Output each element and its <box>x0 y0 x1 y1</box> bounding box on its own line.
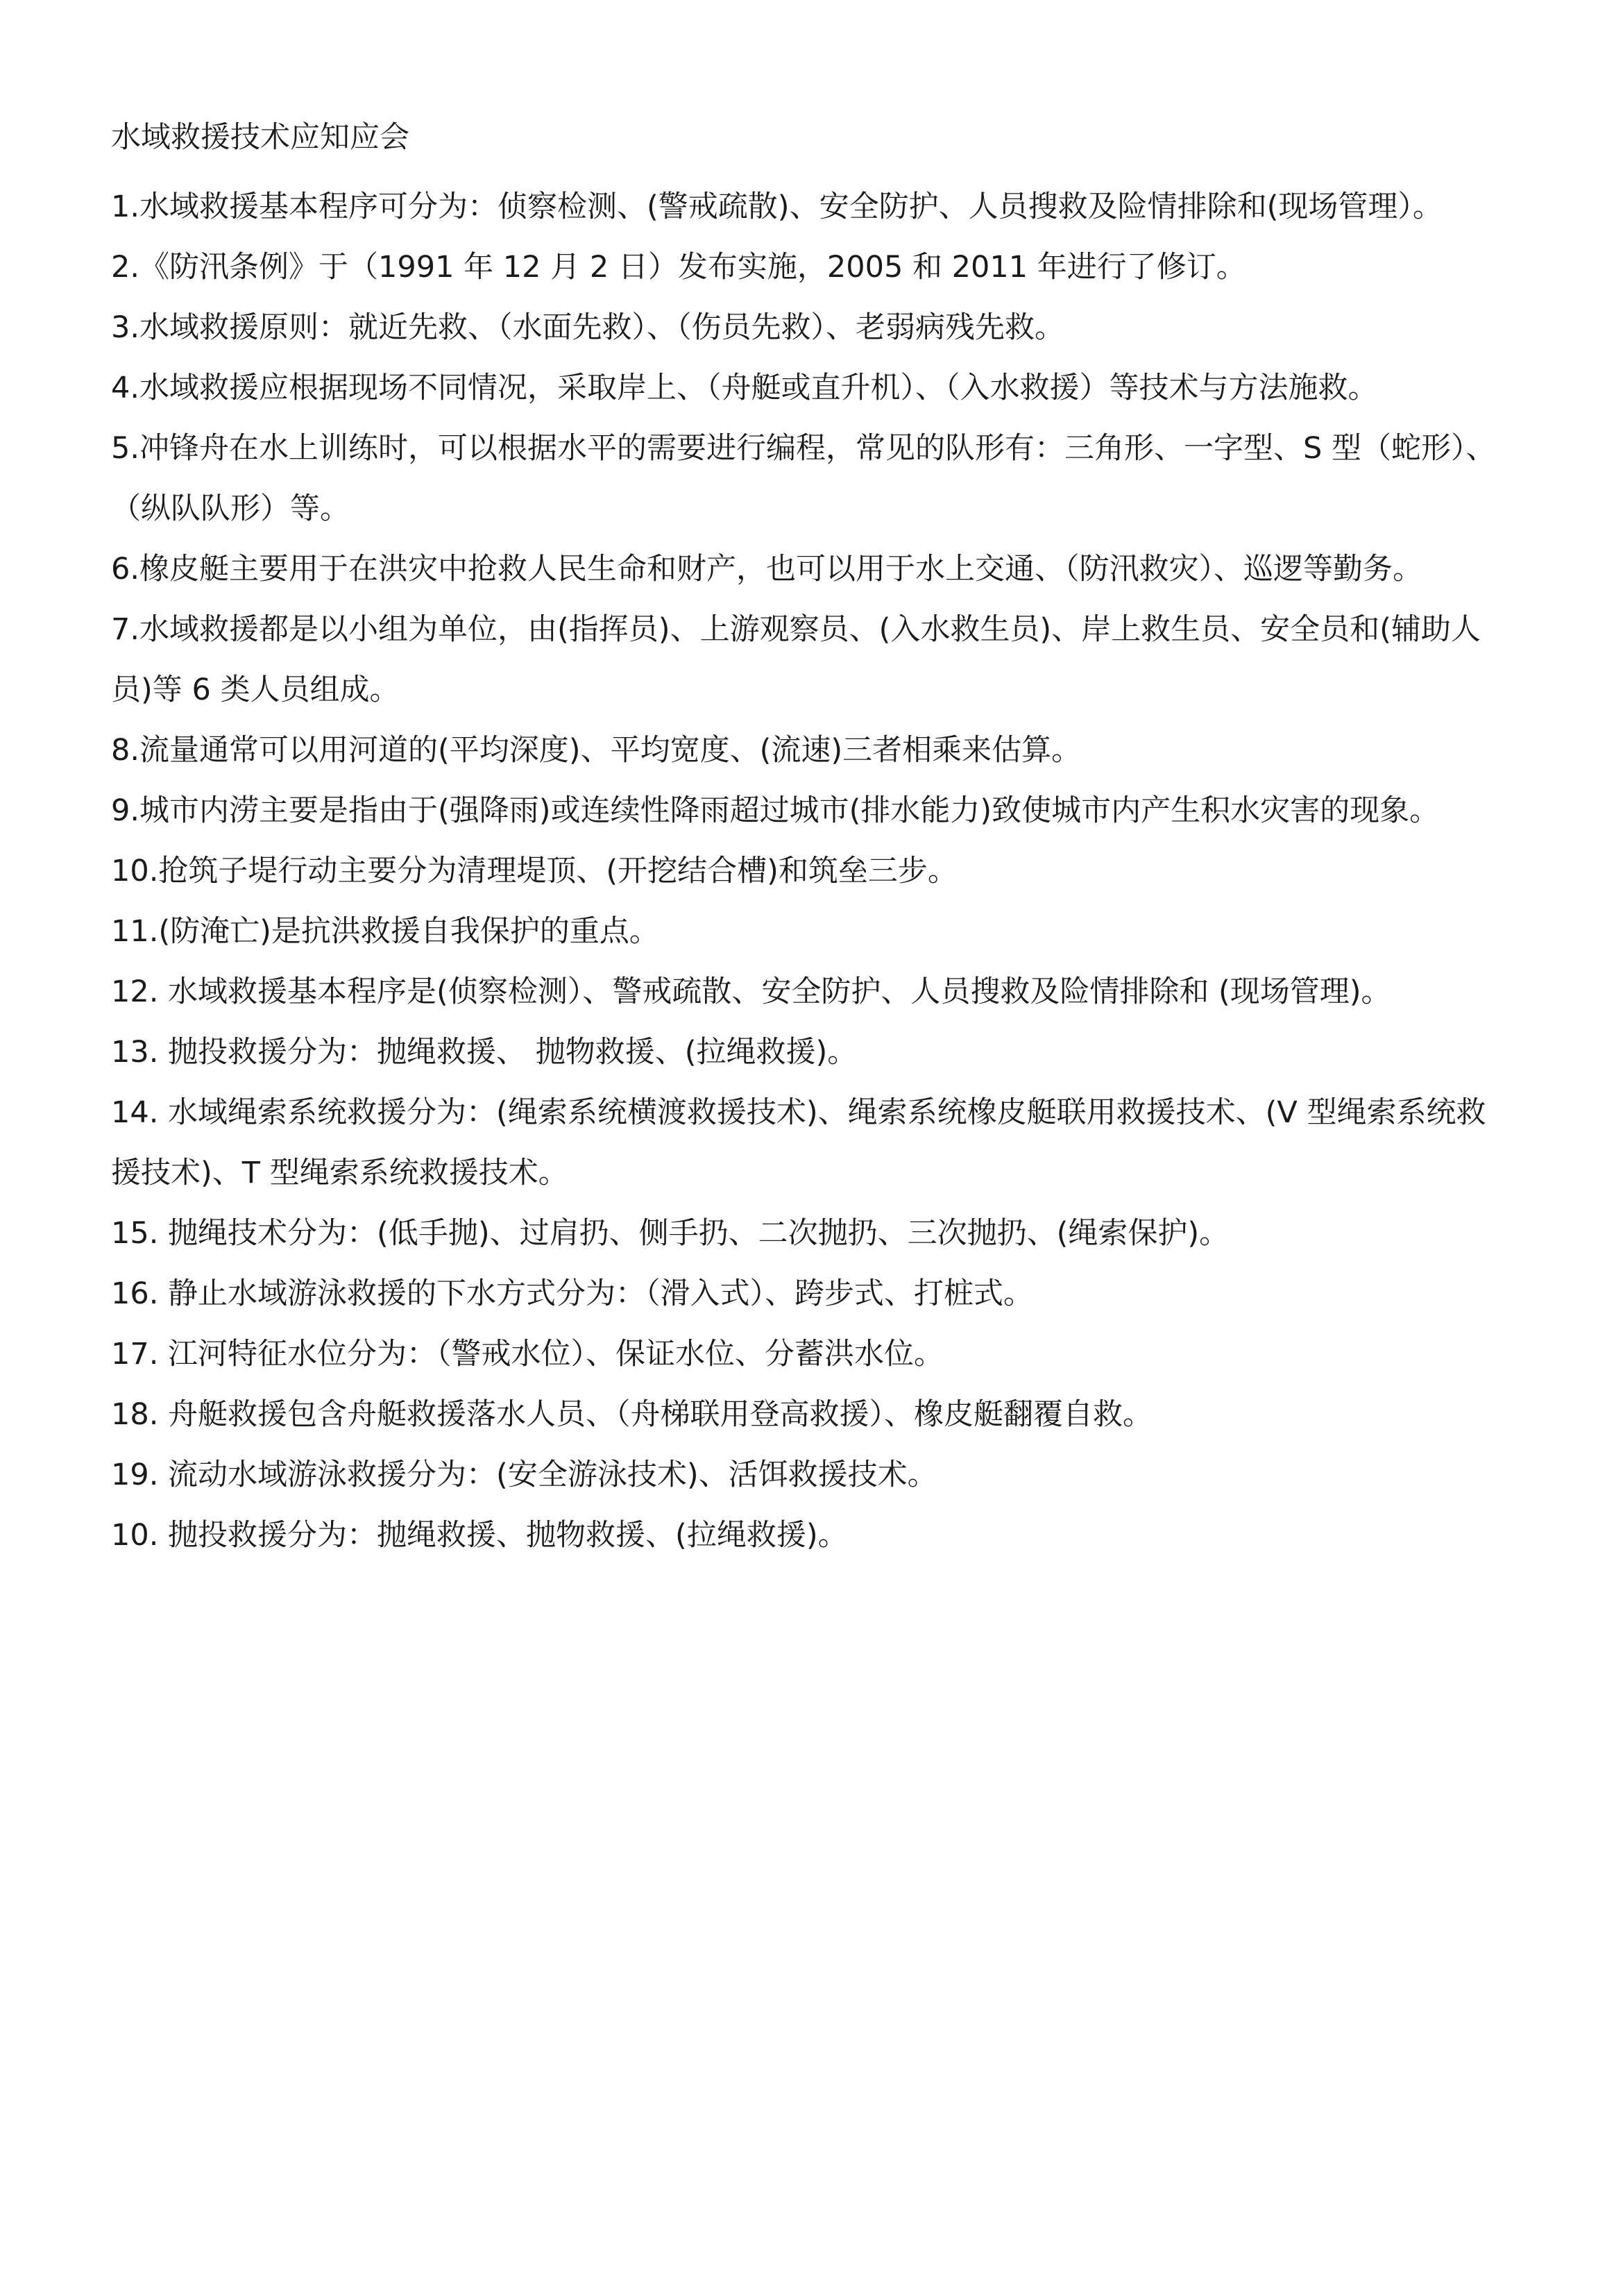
list-item: 6.橡皮艇主要用于在洪灾中抢救人民生命和财产，也可以用于水上交通、（防汛救灾）、巡逻等勤务。 <box>111 552 1423 586</box>
list-item: 13. 抛投救援分为：抛绳救援、 抛物救援、(拉绳救援)。 <box>111 1035 858 1070</box>
list-item: 1.水域救援基本程序可分为：侦察检测、(警戒疏散)、安全防护、人员搜救及险情排除和(现场管理）。 <box>111 189 1443 224</box>
list-item: 10.抢筑子堤行动主要分为清理堤顶、(开挖结合槽)和筑垒三步。 <box>111 854 958 888</box>
list-item: 10. 抛投救援分为：抛绳救援、抛物救援、(拉绳救援)。 <box>111 1518 848 1553</box>
document-title: 水域救援技术应知应会 <box>111 120 409 155</box>
list-item: 15. 抛绳技术分为：(低手抛)、过肩扔、侧手扔、二次抛扔、三次抛扔、(绳索保护)。 <box>111 1216 1230 1251</box>
list-item: 17. 江河特征水位分为：（警戒水位）、保证水位、分蓄洪水位。 <box>111 1337 944 1371</box>
list-item: 5.冲锋舟在水上训练时，可以根据水平的需要进行编程，常见的队形有：三角形、一字型、S 型（蛇形）、（纵队队形）等。 <box>111 431 1496 526</box>
list-item: 2.《防汛条例》于（1991 年 12 月 2 日）发布实施，2005 和 2011 年进行了修订。 <box>111 250 1246 285</box>
list-item: 14. 水域绳索系统救援分为：(绳索系统横渡救援技术)、绳索系统橡皮艇联用救援技术、(V 型绳索系统救援技术)、T 型绳索系统救援技术。 <box>111 1095 1486 1190</box>
document-page <box>111 117 1513 1566</box>
list-item: 16. 静止水域游泳救援的下水方式分为：（滑入式）、跨步式、打桩式。 <box>111 1276 1034 1311</box>
list-item: 18. 舟艇救援包含舟艇救援落水人员、（舟梯联用登高救援）、橡皮艇翻覆自救。 <box>111 1397 1153 1432</box>
list-item: 4.水域救援应根据现场不同情况，采取岸上、（舟艇或直升机）、（入水救援）等技术与方法施救。 <box>111 371 1378 405</box>
list-item: 9.城市内涝主要是指由于(强降雨)或连续性降雨超过城市(排水能力)致使城市内产生积水灾害的现象。 <box>111 793 1440 828</box>
list-item: 12. 水域救援基本程序是(侦察检测）、警戒疏散、安全防护、人员搜救及险情排除和 (现场管理)。 <box>111 974 1391 1009</box>
list-item: 8.流量通常可以用河道的(平均深度)、平均宽度、(流速)三者相乘来估算。 <box>111 733 1082 768</box>
list-item: 19. 流动水域游泳救援分为：(安全游泳技术)、活饵救援技术。 <box>111 1458 937 1492</box>
list-item: 11.(防淹亡)是抗洪救援自我保护的重点。 <box>111 914 659 949</box>
list-item: 7.水域救援都是以小组为单位，由(指挥员)、上游观察员、(入水救生员)、岸上救生员、安全员和(辅助人员)等 6 类人员组成。 <box>111 612 1481 707</box>
list-item: 3.水域救援原则：就近先救、（水面先救）、（伤员先救）、老弱病残先救。 <box>111 310 1065 345</box>
